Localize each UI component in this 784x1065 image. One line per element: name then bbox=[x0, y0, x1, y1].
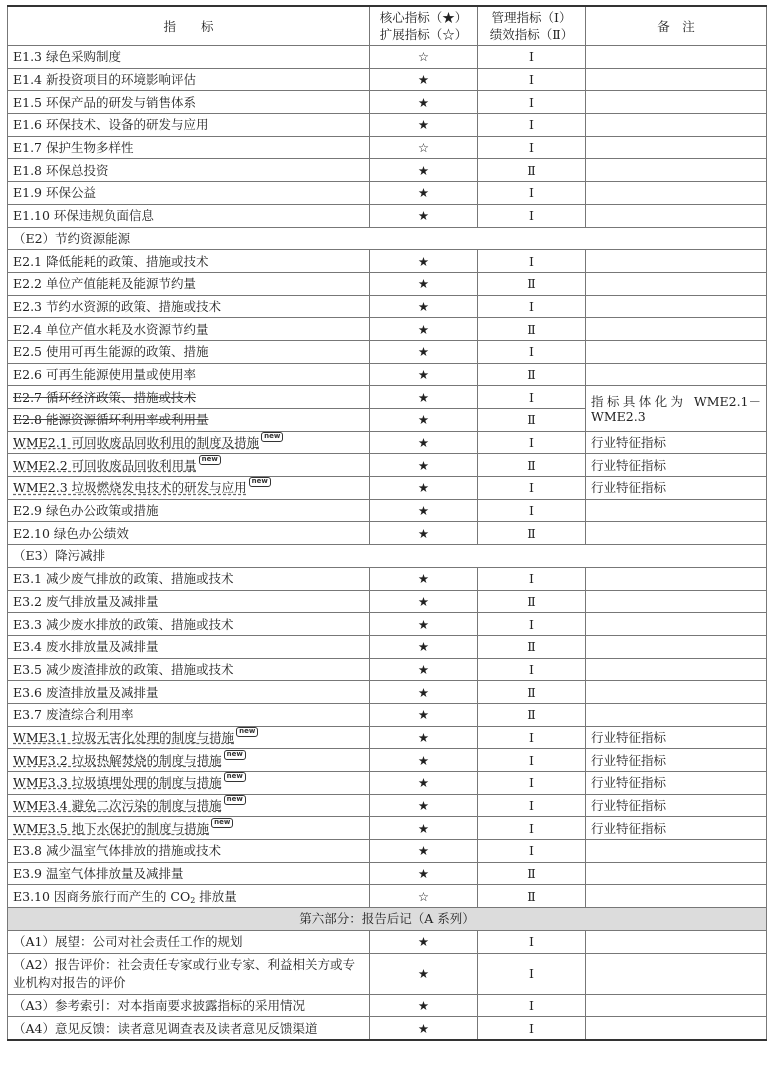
level-cell: Ⅰ bbox=[478, 953, 586, 994]
table-row bbox=[8, 340, 767, 363]
indicator-cell: E3.1 减少废气排放的政策、措施或技术 bbox=[8, 567, 370, 590]
table-row bbox=[8, 840, 767, 863]
core-cell: ★ bbox=[370, 749, 478, 772]
table-row bbox=[8, 114, 767, 137]
level-cell: Ⅰ bbox=[478, 840, 586, 863]
note-cell bbox=[586, 114, 767, 137]
table-row-wme bbox=[8, 454, 767, 477]
table-row bbox=[8, 703, 767, 726]
indicator-cell: （A2）报告评价：社会责任专家或行业专家、利益相关方或专业机构对报告的评价 bbox=[8, 953, 370, 994]
core-cell: ★ bbox=[370, 613, 478, 636]
section-row-e2 bbox=[8, 227, 767, 250]
table-row bbox=[8, 318, 767, 341]
level-cell: Ⅱ bbox=[478, 885, 586, 908]
part-title: 第六部分：报告后记（A 系列） bbox=[8, 908, 767, 931]
core-cell: ★ bbox=[370, 363, 478, 386]
indicator-cell bbox=[8, 477, 370, 500]
indicator-cell: E3.6 废渣排放量及减排量 bbox=[8, 681, 370, 704]
level-cell: Ⅱ bbox=[478, 363, 586, 386]
note-cell bbox=[586, 204, 767, 227]
level-cell: Ⅰ bbox=[478, 749, 586, 772]
note-cell bbox=[586, 91, 767, 114]
note-cell bbox=[586, 272, 767, 295]
new-badge-icon: new bbox=[224, 750, 246, 760]
table-row bbox=[8, 1017, 767, 1040]
table-row bbox=[8, 681, 767, 704]
table-row bbox=[8, 658, 767, 681]
wme-label: WME3.3 垃圾填埋处理的制度与措施 bbox=[13, 775, 222, 791]
core-cell: ★ bbox=[370, 204, 478, 227]
table-row bbox=[8, 567, 767, 590]
indicator-cell: E2.10 绿色办公绩效 bbox=[8, 522, 370, 545]
indicator-cell: （A3）参考索引：对本指南要求披露指标的采用情况 bbox=[8, 994, 370, 1017]
core-cell: ☆ bbox=[370, 885, 478, 908]
table-row-wme bbox=[8, 772, 767, 795]
indicator-cell: E3.4 废水排放量及减排量 bbox=[8, 635, 370, 658]
note-cell: 行业特征指标 bbox=[586, 431, 767, 454]
core-cell: ☆ bbox=[370, 46, 478, 69]
note-cell bbox=[586, 46, 767, 69]
wme-label: WME2.1 可回收废品回收利用的制度及措施 bbox=[13, 435, 260, 451]
core-cell: ★ bbox=[370, 318, 478, 341]
table-row bbox=[8, 68, 767, 91]
note-cell: 行业特征指标 bbox=[586, 817, 767, 840]
core-cell: ★ bbox=[370, 1017, 478, 1040]
part-six-header-row bbox=[8, 908, 767, 931]
core-cell: ★ bbox=[370, 703, 478, 726]
core-cell: ★ bbox=[370, 726, 478, 749]
note-cell bbox=[586, 885, 767, 908]
indicator-cell: E2.3 节约水资源的政策、措施或技术 bbox=[8, 295, 370, 318]
wme-label: WME3.2 垃圾热解焚烧的制度与措施 bbox=[13, 752, 222, 768]
indicator-cell: E2.1 降低能耗的政策、措施或技术 bbox=[8, 250, 370, 273]
core-cell: ★ bbox=[370, 817, 478, 840]
indicator-cell: E3.10 因商务旅行而产生的 $CO_2$ 排放量 bbox=[8, 885, 370, 908]
level-cell: Ⅰ bbox=[478, 477, 586, 500]
indicator-cell: E1.8 环保总投资 bbox=[8, 159, 370, 182]
note-cell bbox=[586, 522, 767, 545]
note-cell: 行业特征指标 bbox=[586, 477, 767, 500]
note-cell: 行业特征指标 bbox=[586, 454, 767, 477]
table-row bbox=[8, 885, 767, 908]
table-row bbox=[8, 91, 767, 114]
core-cell: ☆ bbox=[370, 136, 478, 159]
core-cell: ★ bbox=[370, 590, 478, 613]
table-row bbox=[8, 953, 767, 994]
core-cell: ★ bbox=[370, 91, 478, 114]
table-row-wme bbox=[8, 477, 767, 500]
note-cell bbox=[586, 635, 767, 658]
new-badge-icon: new bbox=[199, 455, 221, 465]
core-cell: ★ bbox=[370, 930, 478, 953]
indicator-cell bbox=[8, 409, 370, 432]
table-row bbox=[8, 499, 767, 522]
level-cell: Ⅰ bbox=[478, 136, 586, 159]
indicator-cell: E3.9 温室气体排放量及减排量 bbox=[8, 862, 370, 885]
wme-label: WME2.3 垃圾燃烧发电技术的研发与应用 bbox=[13, 480, 247, 496]
new-badge-icon: new bbox=[261, 432, 283, 442]
note-cell bbox=[586, 182, 767, 205]
core-cell: ★ bbox=[370, 159, 478, 182]
level-cell: Ⅰ bbox=[478, 794, 586, 817]
note-cell bbox=[586, 994, 767, 1017]
note-cell: 行业特征指标 bbox=[586, 726, 767, 749]
note-cell bbox=[586, 930, 767, 953]
level-cell: Ⅱ bbox=[478, 272, 586, 295]
note-cell bbox=[586, 703, 767, 726]
note-cell bbox=[586, 159, 767, 182]
level-cell: Ⅱ bbox=[478, 590, 586, 613]
wme-label: WME3.5 地下水保护的制度与措施 bbox=[13, 820, 210, 836]
core-cell: ★ bbox=[370, 477, 478, 500]
indicator-cell: E2.6 可再生能源使用量或使用率 bbox=[8, 363, 370, 386]
level-cell: Ⅱ bbox=[478, 159, 586, 182]
level-cell: Ⅰ bbox=[478, 431, 586, 454]
note-cell bbox=[586, 862, 767, 885]
note-cell: 行业特征指标 bbox=[586, 772, 767, 795]
core-cell: ★ bbox=[370, 658, 478, 681]
core-cell: ★ bbox=[370, 522, 478, 545]
new-badge-icon: new bbox=[236, 727, 258, 737]
table-row bbox=[8, 182, 767, 205]
note-cell bbox=[586, 567, 767, 590]
new-badge-icon: new bbox=[224, 795, 246, 805]
wme-label: WME3.4 避免二次污染的制度与措施 bbox=[13, 798, 222, 814]
level-cell: Ⅱ bbox=[478, 862, 586, 885]
indicator-cell: E3.5 减少废渣排放的政策、措施或技术 bbox=[8, 658, 370, 681]
table-row bbox=[8, 613, 767, 636]
level-cell: Ⅰ bbox=[478, 726, 586, 749]
core-cell: ★ bbox=[370, 681, 478, 704]
indicator-cell: E1.5 环保产品的研发与销售体系 bbox=[8, 91, 370, 114]
core-cell: ★ bbox=[370, 499, 478, 522]
note-cell: 行业特征指标 bbox=[586, 749, 767, 772]
table-row bbox=[8, 363, 767, 386]
level-cell: Ⅱ bbox=[478, 318, 586, 341]
indicator-cell: E1.6 环保技术、设备的研发与应用 bbox=[8, 114, 370, 137]
indicator-cell: E3.2 废气排放量及减排量 bbox=[8, 590, 370, 613]
indicator-cell: E2.9 绿色办公政策或措施 bbox=[8, 499, 370, 522]
table-row-wme bbox=[8, 726, 767, 749]
table-row-wme bbox=[8, 749, 767, 772]
level-cell: Ⅰ bbox=[478, 340, 586, 363]
core-cell: ★ bbox=[370, 114, 478, 137]
indicator-table bbox=[7, 5, 767, 1041]
note-cell: 行业特征指标 bbox=[586, 794, 767, 817]
indicator-cell: E2.5 使用可再生能源的政策、措施 bbox=[8, 340, 370, 363]
core-cell: ★ bbox=[370, 454, 478, 477]
header-note: 备 注 bbox=[586, 6, 767, 46]
core-cell: ★ bbox=[370, 68, 478, 91]
wme-label: WME3.1 垃圾无害化处理的制度与措施 bbox=[13, 729, 235, 745]
note-cell bbox=[586, 681, 767, 704]
table-row bbox=[8, 994, 767, 1017]
section-title: （E2）节约资源能源 bbox=[8, 227, 767, 250]
level-cell: Ⅰ bbox=[478, 499, 586, 522]
table-row-wme bbox=[8, 431, 767, 454]
table-row bbox=[8, 46, 767, 69]
indicator-cell bbox=[8, 431, 370, 454]
table-row bbox=[8, 862, 767, 885]
level-cell: Ⅰ bbox=[478, 930, 586, 953]
indicator-cell: E2.4 单位产值水耗及水资源节约量 bbox=[8, 318, 370, 341]
core-cell: ★ bbox=[370, 794, 478, 817]
struck-label: E2.8 能源资源循环利用率或利用量 bbox=[13, 412, 209, 428]
indicator-cell bbox=[8, 772, 370, 795]
note-cell bbox=[586, 295, 767, 318]
header-core: 核心指标（★） 扩展指标（☆） bbox=[370, 6, 478, 46]
indicator-cell bbox=[8, 817, 370, 840]
level-cell: Ⅰ bbox=[478, 68, 586, 91]
level-cell: Ⅰ bbox=[478, 1017, 586, 1040]
table-row-wme bbox=[8, 794, 767, 817]
core-cell: ★ bbox=[370, 431, 478, 454]
core-cell: ★ bbox=[370, 994, 478, 1017]
table-header-row bbox=[8, 6, 767, 46]
table-row bbox=[8, 136, 767, 159]
core-cell: ★ bbox=[370, 862, 478, 885]
level-cell: Ⅰ bbox=[478, 250, 586, 273]
level-cell: Ⅰ bbox=[478, 182, 586, 205]
table-row bbox=[8, 204, 767, 227]
header-indicator: 指 标 bbox=[8, 6, 370, 46]
table-row-struck bbox=[8, 386, 767, 409]
header-mgmt: 管理指标（Ⅰ） 绩效指标（Ⅱ） bbox=[478, 6, 586, 46]
new-badge-icon: new bbox=[224, 772, 246, 782]
level-cell: Ⅰ bbox=[478, 994, 586, 1017]
note-cell bbox=[586, 840, 767, 863]
table-row bbox=[8, 522, 767, 545]
table-row bbox=[8, 159, 767, 182]
level-cell: Ⅰ bbox=[478, 114, 586, 137]
note-cell bbox=[586, 318, 767, 341]
level-cell: Ⅱ bbox=[478, 409, 586, 432]
indicator-cell: E3.7 废渣综合利用率 bbox=[8, 703, 370, 726]
core-cell: ★ bbox=[370, 295, 478, 318]
level-cell: Ⅱ bbox=[478, 703, 586, 726]
table-row bbox=[8, 295, 767, 318]
struck-label: E2.7 循环经济政策、措施或技术 bbox=[13, 389, 196, 405]
level-cell: Ⅰ bbox=[478, 295, 586, 318]
level-cell: Ⅰ bbox=[478, 817, 586, 840]
level-cell: Ⅱ bbox=[478, 635, 586, 658]
note-cell bbox=[586, 658, 767, 681]
indicator-cell: E1.10 环保违规负面信息 bbox=[8, 204, 370, 227]
core-cell: ★ bbox=[370, 340, 478, 363]
level-cell: Ⅰ bbox=[478, 91, 586, 114]
section-row-e3 bbox=[8, 545, 767, 568]
level-cell: Ⅰ bbox=[478, 386, 586, 409]
new-badge-icon: new bbox=[211, 818, 233, 828]
indicator-cell: （A4）意见反馈：读者意见调查表及读者意见反馈渠道 bbox=[8, 1017, 370, 1040]
note-cell bbox=[586, 68, 767, 91]
core-cell: ★ bbox=[370, 840, 478, 863]
indicator-cell: E3.8 减少温室气体排放的措施或技术 bbox=[8, 840, 370, 863]
note-cell bbox=[586, 590, 767, 613]
indicator-cell bbox=[8, 386, 370, 409]
level-cell: Ⅰ bbox=[478, 658, 586, 681]
note-cell bbox=[586, 499, 767, 522]
note-cell bbox=[586, 340, 767, 363]
indicator-cell bbox=[8, 749, 370, 772]
core-cell: ★ bbox=[370, 250, 478, 273]
table-row-wme bbox=[8, 817, 767, 840]
table-row bbox=[8, 930, 767, 953]
level-cell: Ⅱ bbox=[478, 522, 586, 545]
note-cell bbox=[586, 953, 767, 994]
indicator-cell bbox=[8, 726, 370, 749]
table-row bbox=[8, 250, 767, 273]
note-cell bbox=[586, 1017, 767, 1040]
table-row bbox=[8, 590, 767, 613]
core-cell: ★ bbox=[370, 409, 478, 432]
level-cell: Ⅱ bbox=[478, 454, 586, 477]
core-cell: ★ bbox=[370, 386, 478, 409]
indicator-cell: E2.2 单位产值能耗及能源节约量 bbox=[8, 272, 370, 295]
note-cell bbox=[586, 136, 767, 159]
indicator-cell: （A1）展望：公司对社会责任工作的规划 bbox=[8, 930, 370, 953]
level-cell: Ⅰ bbox=[478, 567, 586, 590]
level-cell: Ⅰ bbox=[478, 772, 586, 795]
indicator-cell: E1.3 绿色采购制度 bbox=[8, 46, 370, 69]
new-badge-icon: new bbox=[249, 477, 271, 487]
indicator-cell: E3.3 减少废水排放的政策、措施或技术 bbox=[8, 613, 370, 636]
level-cell: Ⅰ bbox=[478, 613, 586, 636]
indicator-cell: E1.9 环保公益 bbox=[8, 182, 370, 205]
indicator-cell: E1.4 新投资项目的环境影响评估 bbox=[8, 68, 370, 91]
core-cell: ★ bbox=[370, 182, 478, 205]
table-row bbox=[8, 272, 767, 295]
indicator-cell bbox=[8, 454, 370, 477]
struck-note-cell: 指标具体化为 WME2.1－WME2.3 bbox=[586, 386, 767, 431]
core-cell: ★ bbox=[370, 272, 478, 295]
level-cell: Ⅰ bbox=[478, 46, 586, 69]
level-cell: Ⅰ bbox=[478, 204, 586, 227]
core-cell: ★ bbox=[370, 635, 478, 658]
level-cell: Ⅱ bbox=[478, 681, 586, 704]
core-cell: ★ bbox=[370, 953, 478, 994]
table-row bbox=[8, 635, 767, 658]
note-cell bbox=[586, 613, 767, 636]
core-cell: ★ bbox=[370, 567, 478, 590]
note-cell bbox=[586, 363, 767, 386]
section-title: （E3）降污减排 bbox=[8, 545, 767, 568]
core-cell: ★ bbox=[370, 772, 478, 795]
note-cell bbox=[586, 250, 767, 273]
indicator-cell: E1.7 保护生物多样性 bbox=[8, 136, 370, 159]
wme-label: WME2.2 可回收废品回收利用量 bbox=[13, 457, 197, 473]
indicator-cell bbox=[8, 794, 370, 817]
